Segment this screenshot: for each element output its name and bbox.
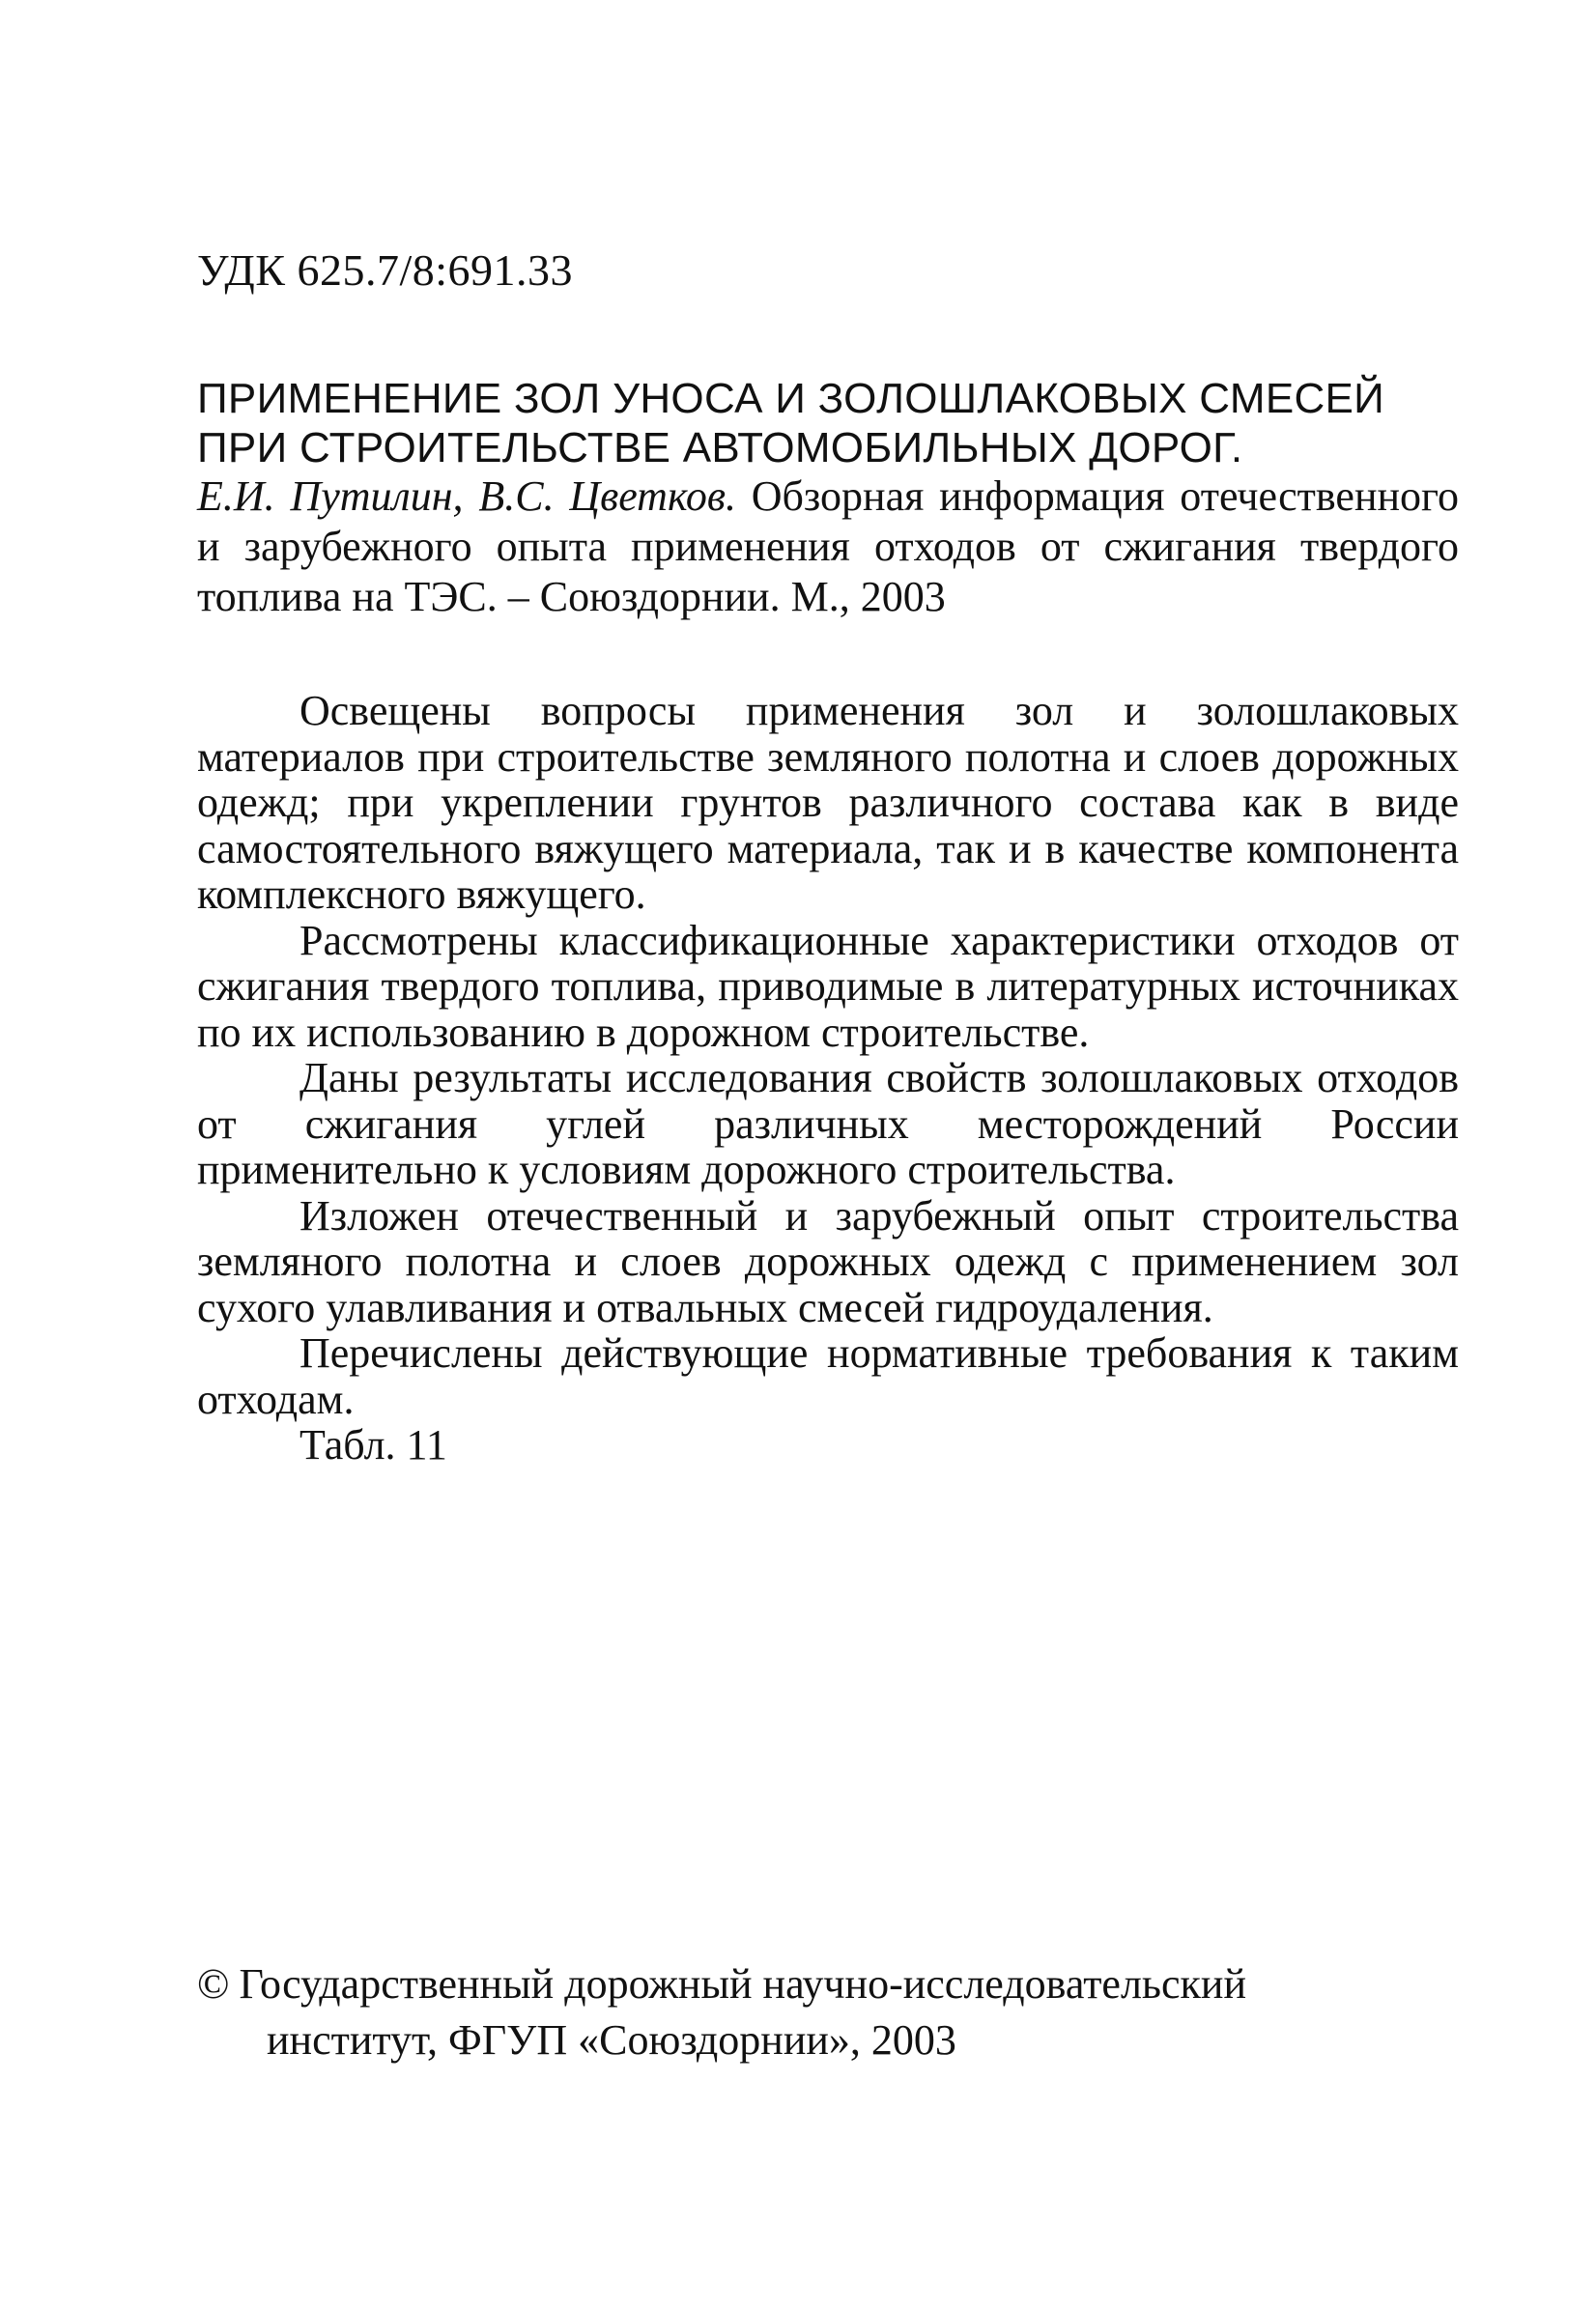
title-line-1: ПРИМЕНЕНИЕ ЗОЛ УНОСА И ЗОЛОШЛАКОВЫХ СМЕСЕЙ bbox=[197, 375, 1385, 422]
title-line-2: ПРИ СТРОИТЕЛЬСТВЕ АВТОМОБИЛЬНЫХ ДОРОГ. bbox=[197, 424, 1243, 471]
authors: Е.И. Путилин, В.С. Цветков. bbox=[197, 472, 736, 520]
copyright-icon: © bbox=[197, 1960, 230, 2008]
citation bbox=[197, 471, 1459, 622]
abstract-paragraph-2: Рассмотрены классификационные характеристики отходов от сжигания твердого топлива, приводимые в литературных источниках по их использованию в дорожном строительстве. bbox=[197, 916, 1459, 1056]
copyright-line-1: Государственный дорожный научно-исследовательский bbox=[239, 1960, 1246, 2008]
document-title bbox=[197, 374, 1453, 472]
abstract-paragraph-4: Изложен отечественный и зарубежный опыт строительства земляного полотна и слоев дорожных одежд с применением зол сухого улавливания и отвальных смесей гидроудаления. bbox=[197, 1191, 1459, 1331]
copyright-line-2: институт, ФГУП «Союздорнии», 2003 bbox=[267, 2016, 956, 2064]
abstract-paragraph-5: Перечислены действующие нормативные требования к таким отходам. bbox=[197, 1329, 1459, 1423]
udk-code: УДК 625.7/8:691.33 bbox=[197, 245, 574, 295]
abstract-paragraph-1: Освещены вопросы применения зол и золошлаковых материалов при строительстве земляного полотна и слоев дорожных одежд; при укреплении грунтов различного состава как в виде самостоятельного вяжущего материала, так и в качестве компонента комплексного вяжущего. bbox=[197, 687, 1459, 918]
tables-count: Табл. 11 bbox=[299, 1421, 447, 1469]
copyright bbox=[197, 1956, 1453, 2068]
citation-description: Обзорная информация отечественного и зарубежного опыта применения отходов от сжигания твердого топлива на ТЭС. – Союздорнии. М., 2003 bbox=[197, 472, 1459, 620]
abstract bbox=[197, 688, 1459, 1469]
abstract-paragraph-3: Даны результаты исследования свойств золошлаковых отходов от сжигания углей различных месторождений России применительно к условиям дорожного строительства. bbox=[197, 1054, 1459, 1193]
